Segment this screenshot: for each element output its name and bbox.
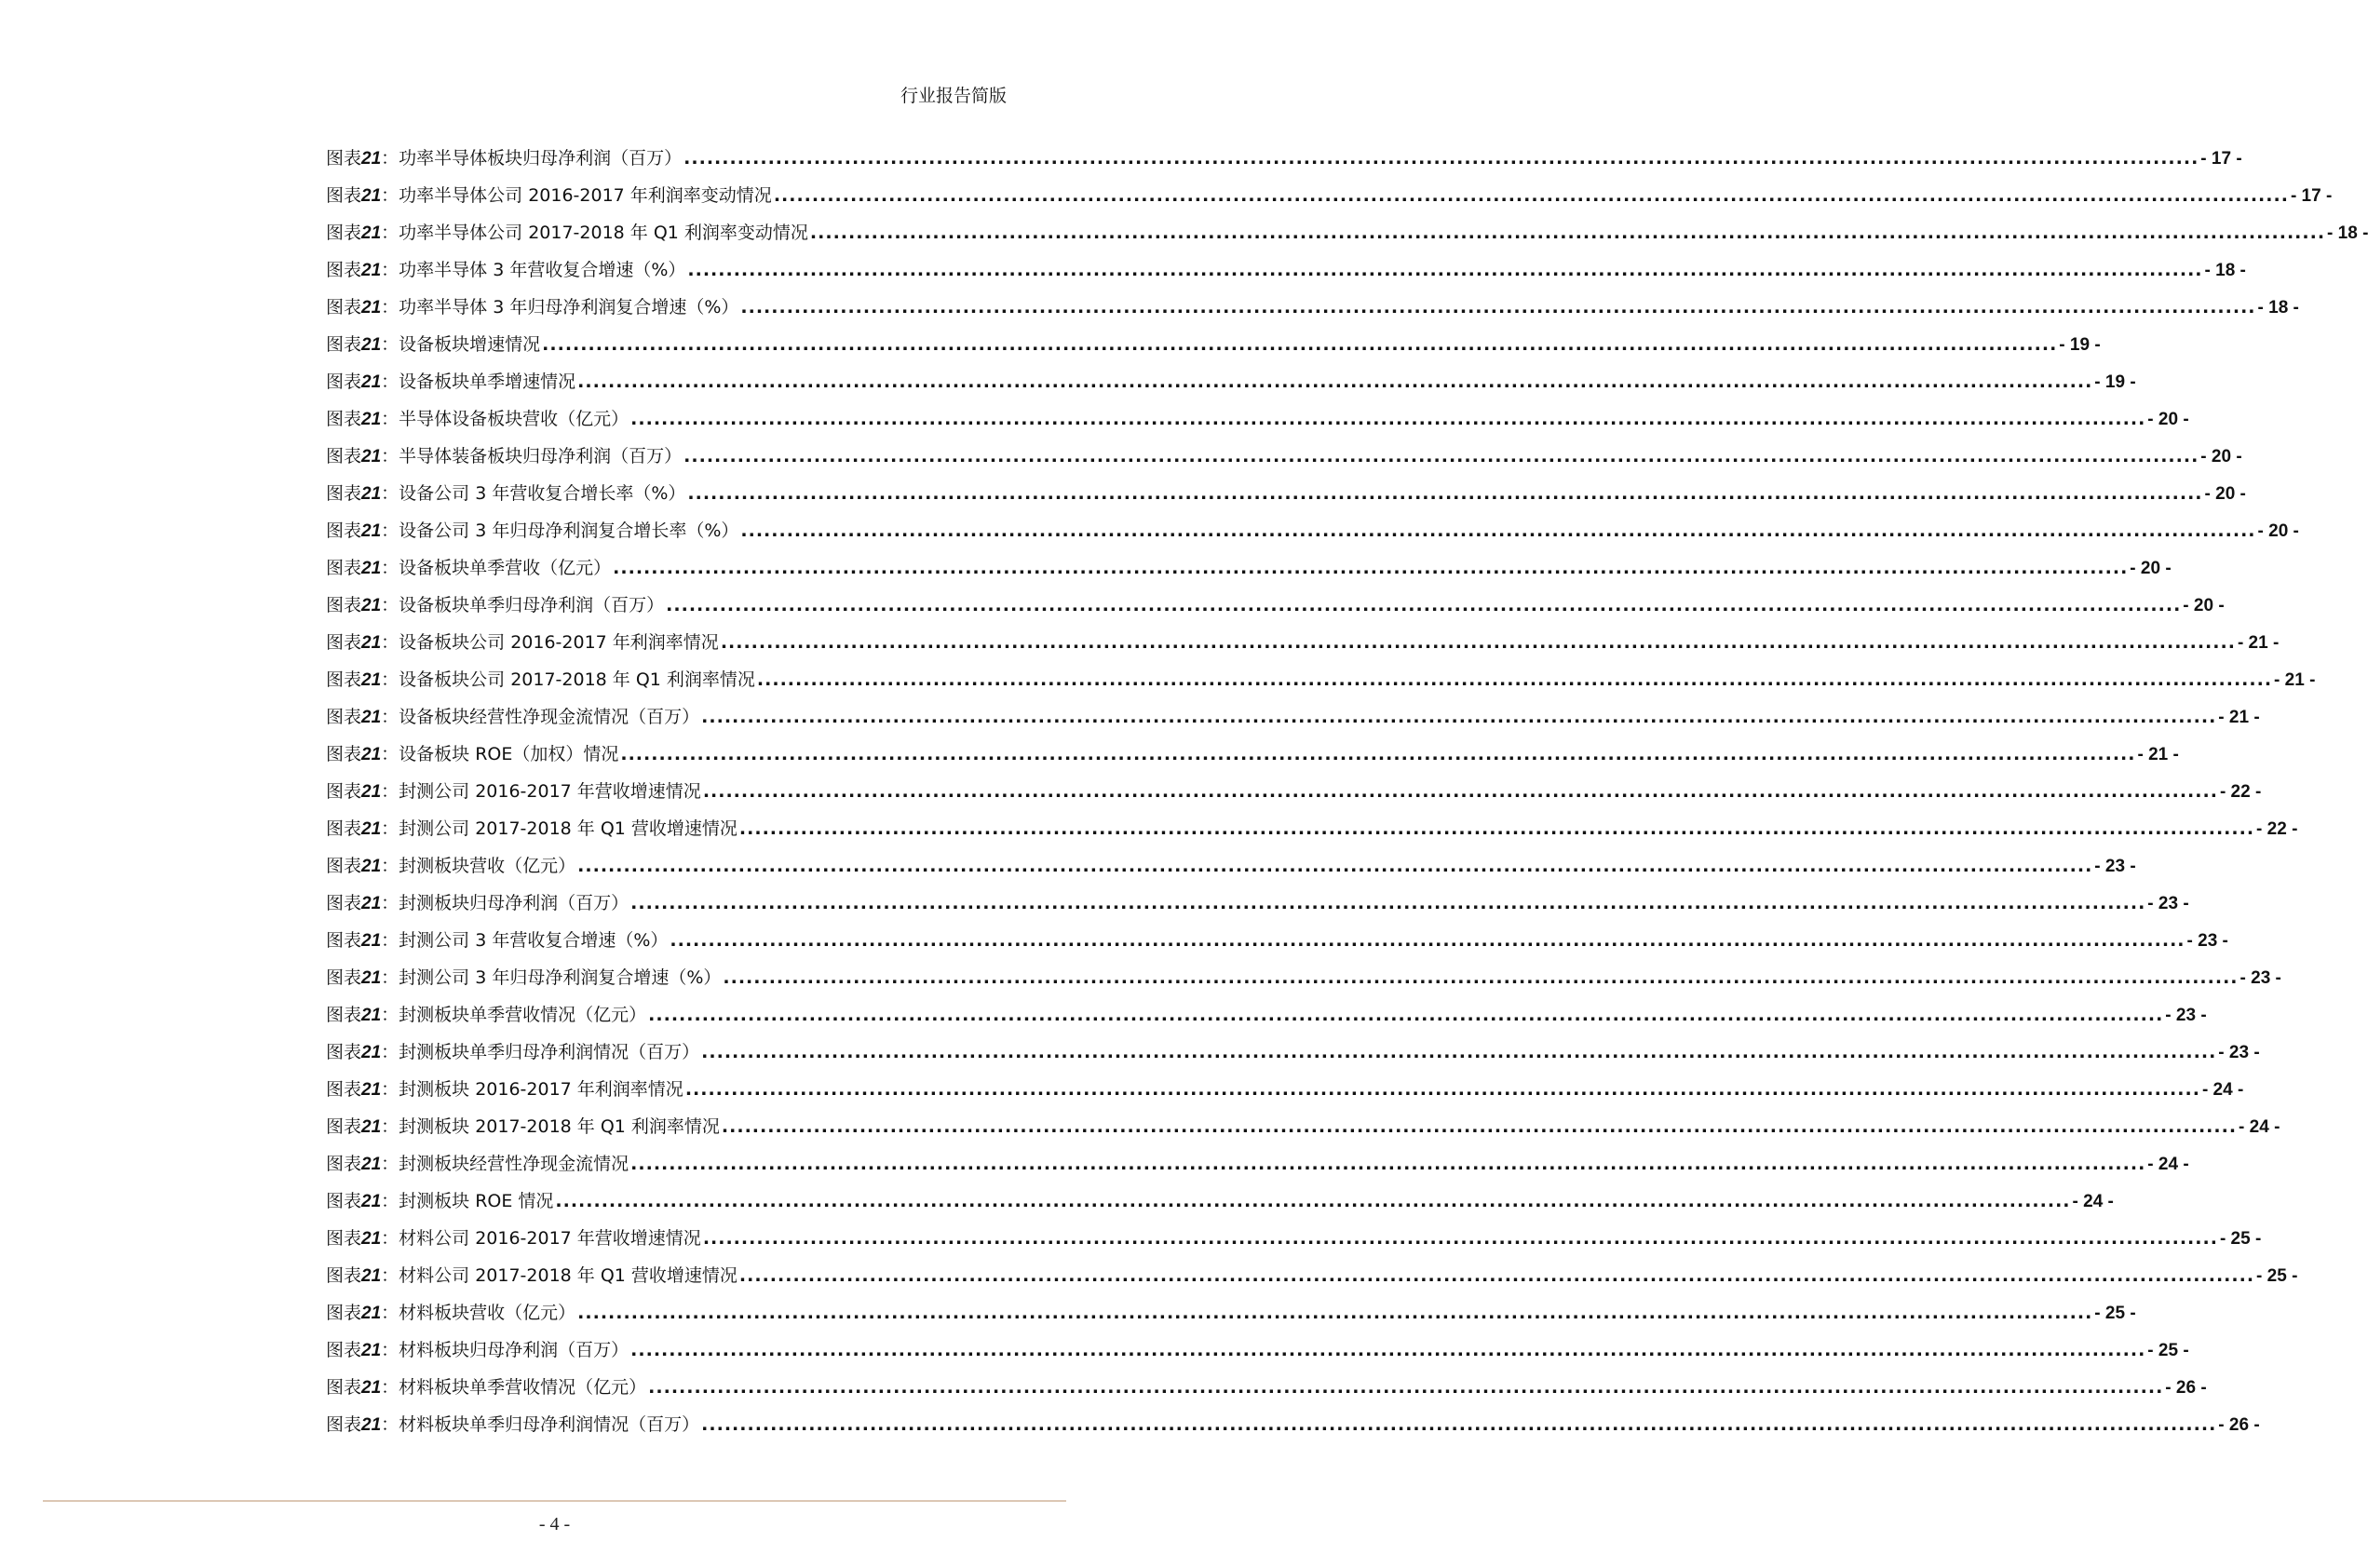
- toc-entry-prefix: 图表: [326, 185, 362, 206]
- toc-entry-page-number: - 24 -: [2201, 1080, 2244, 1100]
- toc-entry[interactable]: [326, 922, 2228, 959]
- toc-entry-prefix: 图表: [326, 967, 362, 988]
- toc-entry-prefix: 图表: [326, 223, 362, 243]
- toc-entry-title: ：封测板块单季归母净利润情况（百万）: [381, 1042, 700, 1062]
- toc-entry[interactable]: [326, 885, 2189, 922]
- toc-entry-figure-number: 21: [361, 447, 382, 466]
- toc-entry-title: ：功率半导体公司 2017-2018 年 Q1 利润率变动情况: [381, 223, 808, 243]
- toc-entry[interactable]: [326, 1183, 2114, 1220]
- toc-entry-page-number: - 20 -: [2130, 559, 2172, 578]
- toc-entry-dot-leader: [739, 810, 2254, 847]
- toc-entry-page-number: - 21 -: [2137, 745, 2179, 764]
- toc-entry-dot-leader: [555, 1183, 2070, 1220]
- toc-entry-prefix: 图表: [326, 558, 362, 578]
- toc-entry-title: ：材料板块单季归母净利润情况（百万）: [381, 1414, 700, 1435]
- toc-entry-page-number: - 20 -: [2204, 484, 2246, 504]
- toc-entry-page-number: - 17 -: [2200, 149, 2242, 169]
- toc-entry-prefix: 图表: [326, 1042, 362, 1062]
- toc-entry[interactable]: [326, 214, 2368, 251]
- toc-entry-title: ：半导体设备板块营收（亿元）: [381, 409, 629, 429]
- toc-entry-figure-number: 21: [361, 1378, 382, 1398]
- toc-entry-dot-leader: [757, 661, 2272, 698]
- toc-entry-dot-leader: [687, 475, 2202, 512]
- toc-entry[interactable]: [326, 698, 2260, 736]
- toc-entry-page-number: - 25 -: [2219, 1229, 2262, 1249]
- toc-entry-page-number: - 20 -: [2200, 447, 2242, 466]
- toc-entry-page-number: - 21 -: [2218, 708, 2260, 727]
- toc-entry-prefix: 图表: [326, 818, 362, 839]
- toc-entry[interactable]: [326, 1220, 2262, 1257]
- toc-entry-dot-leader: [703, 1220, 2218, 1257]
- toc-entry-figure-number: 21: [361, 1155, 382, 1174]
- toc-entry-title: ：功率半导体 3 年归母净利润复合增速（%）: [381, 297, 739, 318]
- toc-entry-figure-number: 21: [361, 1006, 382, 1025]
- toc-entry[interactable]: [326, 363, 2136, 400]
- toc-entry-page-number: - 18 -: [2204, 261, 2246, 280]
- toc-entry-title: ：设备公司 3 年营收复合增长率（%）: [381, 483, 686, 504]
- toc-entry-prefix: 图表: [326, 1005, 362, 1025]
- toc-entry[interactable]: [326, 1369, 2207, 1406]
- toc-entry-dot-leader: [648, 1369, 2163, 1406]
- toc-entry[interactable]: [326, 289, 2299, 326]
- toc-entry-figure-number: 21: [361, 372, 382, 392]
- header-title: 行业报告简版: [900, 86, 1007, 106]
- toc-entry-prefix: 图表: [326, 1303, 362, 1323]
- toc-entry-dot-leader: [670, 922, 2185, 959]
- toc-entry-prefix: 图表: [326, 372, 362, 392]
- toc-entry-figure-number: 21: [361, 1415, 382, 1435]
- toc-entry-dot-leader: [630, 885, 2145, 922]
- toc-entry-figure-number: 21: [361, 1229, 382, 1249]
- toc-entry-page-number: - 23 -: [2186, 931, 2228, 951]
- toc-entry-figure-number: 21: [361, 819, 382, 839]
- toc-entry-prefix: 图表: [326, 483, 362, 504]
- toc-entry[interactable]: [326, 996, 2207, 1034]
- toc-entry-prefix: 图表: [326, 1191, 362, 1211]
- toc-entry-figure-number: 21: [361, 894, 382, 913]
- toc-entry-figure-number: 21: [361, 931, 382, 951]
- toc-entry-page-number: - 18 -: [2257, 298, 2299, 318]
- toc-entry-title: ：封测板块经营性净现金流情况: [381, 1154, 629, 1174]
- toc-entry-title: ：设备板块单季营收（亿元）: [381, 558, 612, 578]
- toc-entry-page-number: - 23 -: [2165, 1006, 2207, 1025]
- toc-entry-dot-leader: [723, 959, 2238, 996]
- toc-entry-page-number: - 23 -: [2094, 857, 2136, 876]
- toc-entry-prefix: 图表: [326, 856, 362, 876]
- toc-entry-title: ：材料板块归母净利润（百万）: [381, 1340, 629, 1360]
- toc-entry-prefix: 图表: [326, 260, 362, 280]
- toc-entry-prefix: 图表: [326, 520, 362, 541]
- toc-entry-figure-number: 21: [361, 596, 382, 615]
- toc-entry-title: ：材料板块单季营收情况（亿元）: [381, 1377, 647, 1398]
- toc-entry-dot-leader: [577, 847, 2092, 885]
- toc-entry-figure-number: 21: [361, 1192, 382, 1211]
- toc-entry-dot-leader: [701, 698, 2216, 736]
- toc-entry-page-number: - 22 -: [2219, 782, 2262, 802]
- toc-entry-page-number: - 26 -: [2165, 1378, 2207, 1398]
- toc-entry-dot-leader: [577, 363, 2092, 400]
- toc-entry-figure-number: 21: [361, 298, 382, 318]
- toc-entry-dot-leader: [739, 1257, 2254, 1294]
- toc-entry-prefix: 图表: [326, 1377, 362, 1398]
- toc-entry-figure-number: 21: [361, 1080, 382, 1100]
- toc-entry[interactable]: [326, 549, 2172, 587]
- toc-entry-page-number: - 20 -: [2183, 596, 2225, 615]
- toc-entry[interactable]: [326, 438, 2242, 475]
- toc-entry-prefix: 图表: [326, 409, 362, 429]
- toc-entry[interactable]: [326, 773, 2262, 810]
- toc-entry-dot-leader: [630, 400, 2145, 438]
- toc-entry[interactable]: [326, 512, 2299, 549]
- toc-entry-page-number: - 21 -: [2237, 633, 2280, 653]
- toc-entry-title: ：封测板块营收（亿元）: [381, 856, 576, 876]
- toc-entry-page-number: - 20 -: [2257, 521, 2299, 541]
- toc-entry-dot-leader: [687, 251, 2202, 289]
- toc-entry-figure-number: 21: [361, 1043, 382, 1062]
- toc-entry-page-number: - 25 -: [2147, 1341, 2189, 1360]
- toc-entry[interactable]: [326, 661, 2316, 698]
- toc-entry[interactable]: [326, 624, 2280, 661]
- toc-entry-dot-leader: [701, 1034, 2216, 1071]
- toc-entry-page-number: - 25 -: [2094, 1304, 2136, 1323]
- toc-entry-page-number: - 23 -: [2147, 894, 2189, 913]
- toc-entry-figure-number: 21: [361, 1117, 382, 1137]
- toc-entry-dot-leader: [613, 549, 2128, 587]
- toc-entry-page-number: - 21 -: [2274, 670, 2316, 690]
- toc-entry-dot-leader: [740, 289, 2255, 326]
- toc-entry[interactable]: [326, 400, 2189, 438]
- toc-entry-figure-number: 21: [361, 261, 382, 280]
- toc-entry-dot-leader: [740, 512, 2255, 549]
- toc-entry-title: ：功率半导体公司 2016-2017 年利润率变动情况: [381, 185, 772, 206]
- toc-entry-figure-number: 21: [361, 521, 382, 541]
- toc-entry-figure-number: 21: [361, 223, 382, 243]
- toc-entry-title: ：功率半导体 3 年营收复合增速（%）: [381, 260, 686, 280]
- toc-entry-title: ：设备板块单季归母净利润（百万）: [381, 595, 665, 615]
- toc-entry-prefix: 图表: [326, 781, 362, 802]
- toc-entry-page-number: - 17 -: [2290, 186, 2333, 206]
- toc-entry-figure-number: 21: [361, 745, 382, 764]
- toc-entry-page-number: - 23 -: [2239, 968, 2281, 988]
- toc-entry-title: ：设备板块单季增速情况: [381, 372, 576, 392]
- toc-entry-dot-leader: [542, 326, 2057, 363]
- toc-entry-title: ：封测公司 2017-2018 年 Q1 营收增速情况: [381, 818, 737, 839]
- toc-entry-title: ：功率半导体板块归母净利润（百万）: [381, 148, 683, 169]
- toc-entry[interactable]: [326, 1145, 2189, 1183]
- toc-entry-page-number: - 24 -: [2072, 1192, 2114, 1211]
- toc-entry-title: ：封测公司 2016-2017 年营收增速情况: [381, 781, 701, 802]
- toc-entry-title: ：材料公司 2016-2017 年营收增速情况: [381, 1228, 701, 1249]
- toc-entry-dot-leader: [630, 1331, 2145, 1369]
- toc-entry-figure-number: 21: [361, 484, 382, 504]
- toc-entry-prefix: 图表: [326, 148, 362, 169]
- toc-entry[interactable]: [326, 326, 2101, 363]
- toc-entry-figure-number: 21: [361, 1304, 382, 1323]
- toc-entry-prefix: 图表: [326, 1154, 362, 1174]
- toc-entry-figure-number: 21: [361, 968, 382, 988]
- toc-entry-prefix: 图表: [326, 334, 362, 355]
- toc-entry[interactable]: [326, 140, 2242, 177]
- toc-entry-page-number: - 19 -: [2059, 335, 2101, 355]
- toc-entry[interactable]: [326, 1331, 2189, 1369]
- toc-entry-prefix: 图表: [326, 1079, 362, 1100]
- toc-entry-prefix: 图表: [326, 669, 362, 690]
- toc-entry-dot-leader: [701, 1406, 2216, 1443]
- toc-entry-dot-leader: [577, 1294, 2092, 1331]
- toc-entry-figure-number: 21: [361, 149, 382, 169]
- table-of-figures: [326, 140, 2368, 1443]
- toc-entry-prefix: 图表: [326, 595, 362, 615]
- toc-entry-title: ：封测板块 2017-2018 年 Q1 利润率情况: [381, 1116, 720, 1137]
- toc-entry-title: ：封测板块归母净利润（百万）: [381, 893, 629, 913]
- toc-entry-prefix: 图表: [326, 1265, 362, 1286]
- toc-entry-figure-number: 21: [361, 1341, 382, 1360]
- toc-entry-figure-number: 21: [361, 670, 382, 690]
- toc-entry-figure-number: 21: [361, 186, 382, 206]
- footer-page-number: - 4 -: [538, 1514, 571, 1534]
- toc-entry-title: ：材料板块营收（亿元）: [381, 1303, 576, 1323]
- toc-entry-dot-leader: [722, 1108, 2237, 1145]
- toc-entry[interactable]: [326, 736, 2179, 773]
- toc-entry-dot-leader: [774, 177, 2289, 214]
- toc-entry-title: ：设备板块增速情况: [381, 334, 541, 355]
- toc-entry-dot-leader: [685, 1071, 2200, 1108]
- toc-entry-prefix: 图表: [326, 707, 362, 727]
- toc-entry-dot-leader: [703, 773, 2218, 810]
- toc-entry[interactable]: [326, 475, 2246, 512]
- toc-entry-figure-number: 21: [361, 633, 382, 653]
- toc-entry[interactable]: [326, 177, 2333, 214]
- toc-entry[interactable]: [326, 959, 2281, 996]
- toc-entry-dot-leader: [620, 736, 2135, 773]
- toc-entry-title: ：封测板块 2016-2017 年利润率情况: [381, 1079, 683, 1100]
- footer-divider: [43, 1500, 1066, 1502]
- toc-entry-figure-number: 21: [361, 559, 382, 578]
- toc-entry-title: ：设备板块经营性净现金流情况（百万）: [381, 707, 700, 727]
- toc-entry-page-number: - 25 -: [2256, 1266, 2298, 1286]
- toc-entry-prefix: 图表: [326, 893, 362, 913]
- toc-entry-prefix: 图表: [326, 446, 362, 466]
- toc-entry-dot-leader: [683, 438, 2199, 475]
- toc-entry-prefix: 图表: [326, 1414, 362, 1435]
- toc-entry-page-number: - 26 -: [2218, 1415, 2260, 1435]
- toc-entry-title: ：设备板块公司 2017-2018 年 Q1 利润率情况: [381, 669, 755, 690]
- toc-entry-title: ：半导体装备板块归母净利润（百万）: [381, 446, 683, 466]
- toc-entry-dot-leader: [666, 587, 2181, 624]
- toc-entry-prefix: 图表: [326, 297, 362, 318]
- toc-entry-dot-leader: [630, 1145, 2145, 1183]
- toc-entry-dot-leader: [648, 996, 2163, 1034]
- toc-entry-prefix: 图表: [326, 1116, 362, 1137]
- toc-entry-figure-number: 21: [361, 857, 382, 876]
- toc-entry-title: ：封测板块 ROE 情况: [381, 1191, 554, 1211]
- toc-entry[interactable]: [326, 1071, 2244, 1108]
- toc-entry-figure-number: 21: [361, 335, 382, 355]
- toc-entry-title: ：材料公司 2017-2018 年 Q1 营收增速情况: [381, 1265, 737, 1286]
- toc-entry-figure-number: 21: [361, 708, 382, 727]
- toc-entry-figure-number: 21: [361, 410, 382, 429]
- toc-entry-page-number: - 23 -: [2218, 1043, 2260, 1062]
- toc-entry[interactable]: [326, 810, 2298, 847]
- toc-entry-figure-number: 21: [361, 782, 382, 802]
- toc-entry-prefix: 图表: [326, 744, 362, 764]
- toc-entry[interactable]: [326, 1406, 2260, 1443]
- toc-entry[interactable]: [326, 1108, 2280, 1145]
- toc-entry-dot-leader: [721, 624, 2236, 661]
- toc-entry-prefix: 图表: [326, 1228, 362, 1249]
- toc-entry-title: ：设备板块 ROE（加权）情况: [381, 744, 619, 764]
- toc-entry-title: ：封测公司 3 年归母净利润复合增速（%）: [381, 967, 722, 988]
- toc-entry-page-number: - 19 -: [2094, 372, 2136, 392]
- toc-entry-title: ：封测板块单季营收情况（亿元）: [381, 1005, 647, 1025]
- toc-entry[interactable]: [326, 251, 2246, 289]
- toc-entry-title: ：封测公司 3 年营收复合增速（%）: [381, 930, 669, 951]
- toc-entry-page-number: - 20 -: [2147, 410, 2189, 429]
- toc-entry[interactable]: [326, 1294, 2136, 1331]
- toc-entry-dot-leader: [683, 140, 2199, 177]
- toc-entry-title: ：设备公司 3 年归母净利润复合增长率（%）: [381, 520, 739, 541]
- toc-entry-page-number: - 24 -: [2239, 1117, 2280, 1137]
- toc-entry[interactable]: [326, 1257, 2298, 1294]
- toc-entry-prefix: 图表: [326, 1340, 362, 1360]
- toc-entry[interactable]: [326, 1034, 2260, 1071]
- toc-entry-dot-leader: [810, 214, 2325, 251]
- toc-entry-prefix: 图表: [326, 632, 362, 653]
- toc-entry-prefix: 图表: [326, 930, 362, 951]
- toc-entry-figure-number: 21: [361, 1266, 382, 1286]
- toc-entry-page-number: - 24 -: [2147, 1155, 2189, 1174]
- toc-entry-title: ：设备板块公司 2016-2017 年利润率情况: [381, 632, 719, 653]
- toc-entry[interactable]: [326, 847, 2136, 885]
- toc-entry-page-number: - 22 -: [2256, 819, 2298, 839]
- toc-entry-page-number: - 18 -: [2327, 223, 2368, 243]
- toc-entry[interactable]: [326, 587, 2225, 624]
